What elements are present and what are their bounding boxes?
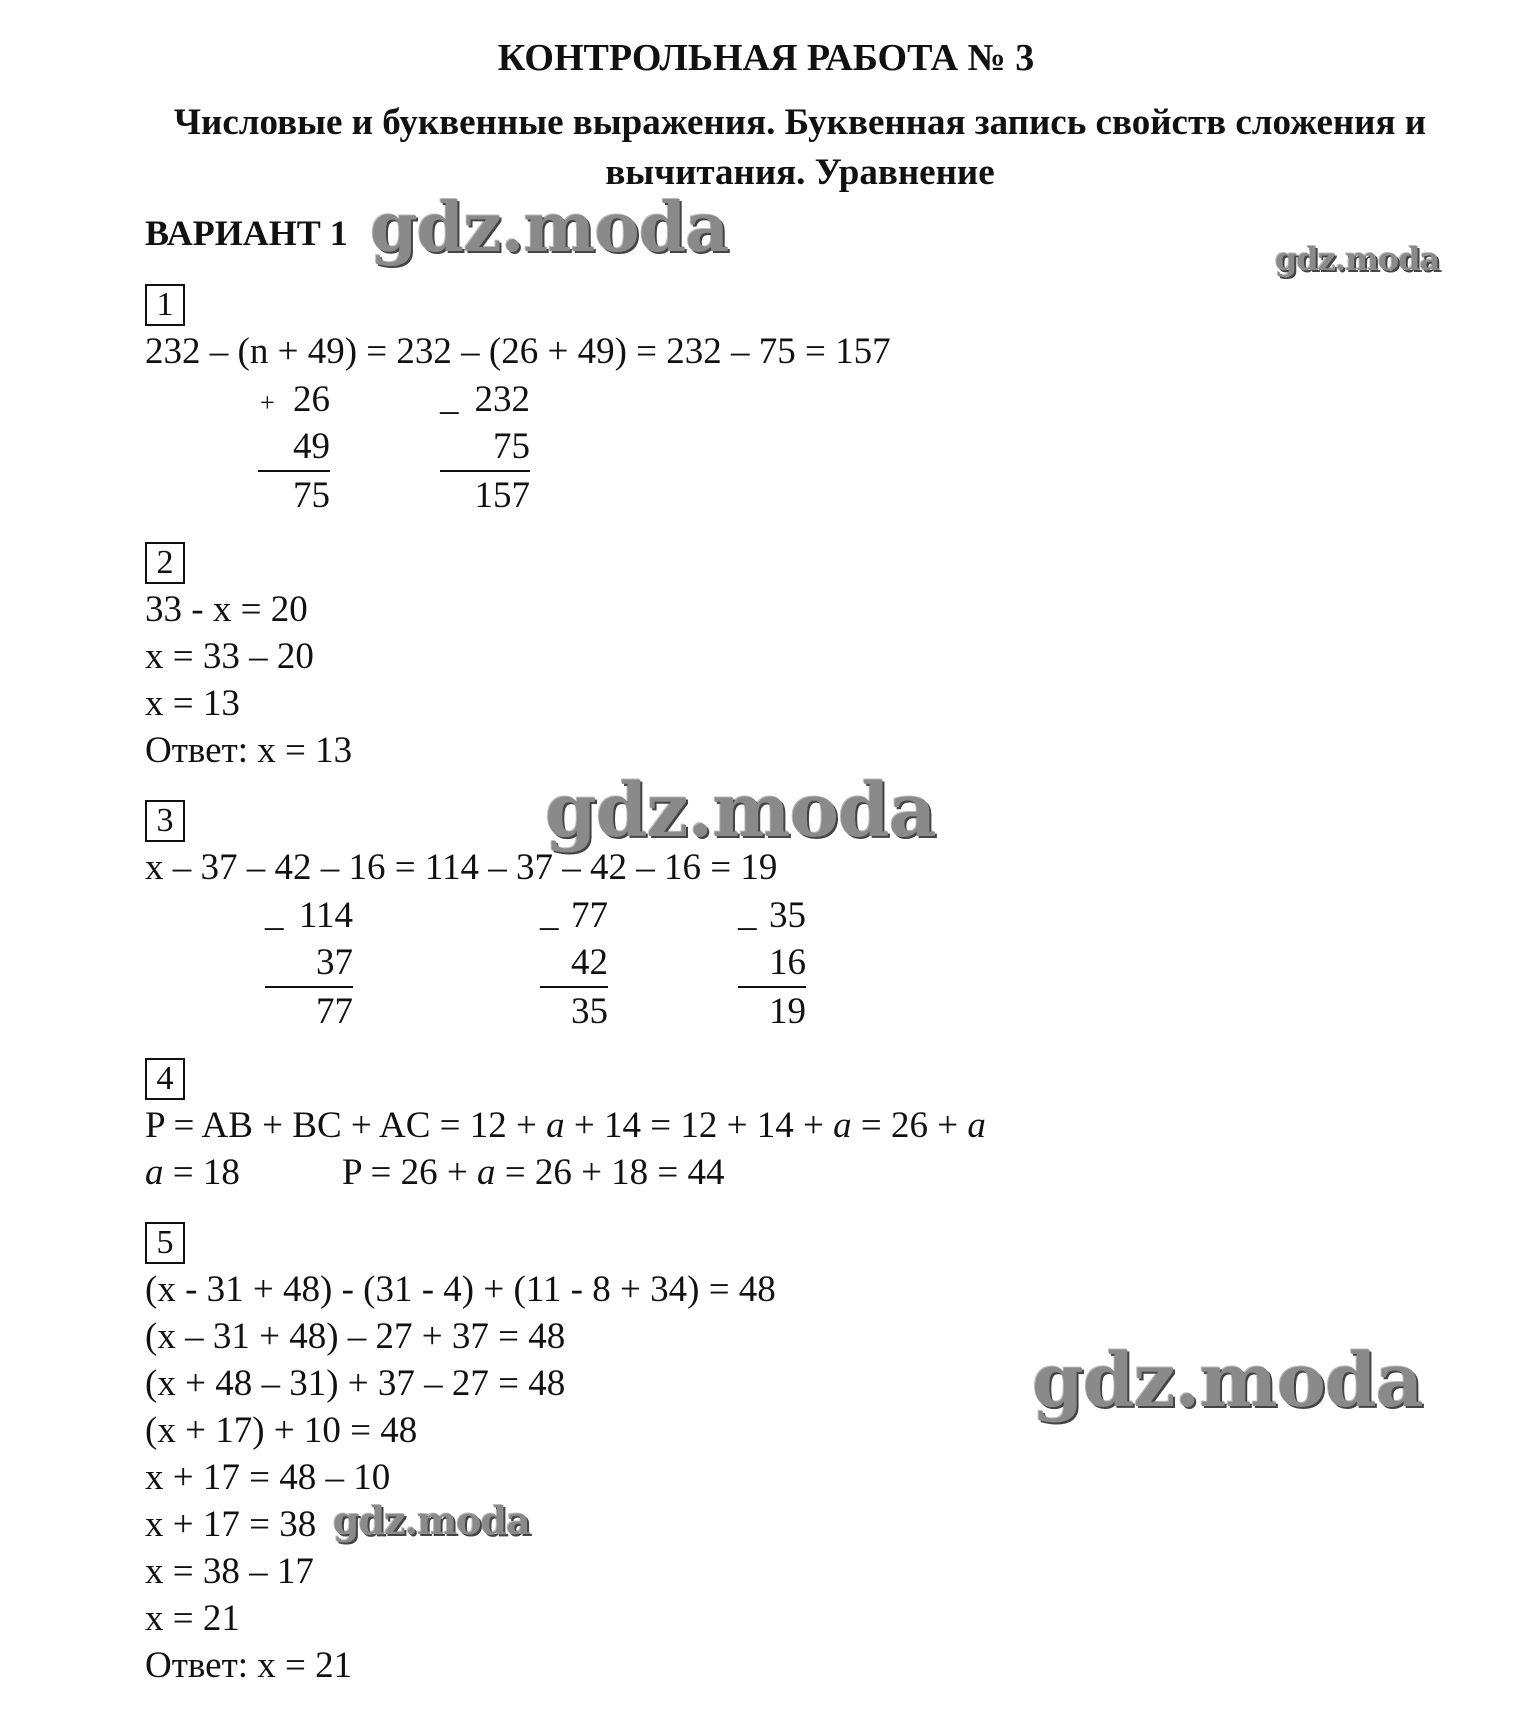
task2-line: x = 33 – 20 [145,636,314,677]
task-number-1: 1 [145,284,185,326]
task5-line: x = 21 [145,1598,240,1639]
operand: 75 [440,423,530,472]
operand: 232 [474,379,530,420]
task3-column-subtraction [265,892,353,1035]
task2-line: x = 13 [145,683,240,724]
task5-line: (x - 31 + 48) - (31 - 4) + (11 - 8 + 34) = 48 [145,1269,776,1310]
result: 35 [571,991,608,1032]
task4-perimeter-expression [145,1104,986,1148]
result: 77 [316,991,353,1032]
task2-line: 33 - x = 20 [145,589,308,630]
task5-line: x = 38 – 17 [145,1551,314,1592]
task5-line: x + 17 = 48 – 10 [145,1457,391,1498]
operand: 35 [769,895,806,936]
task1-column-subtraction [440,376,530,519]
operand: 37 [265,939,353,988]
task1-equation: 232 – (n + 49) = 232 – (26 + 49) = 232 – 75 = 157 [145,331,891,372]
minus-sign: _ [540,893,559,934]
task3-column-subtraction [540,892,608,1035]
operand: 77 [571,895,608,936]
task5-line: (x + 48 – 31) + 37 – 27 = 48 [145,1363,566,1404]
task4-value [145,1151,240,1195]
task1-column-addition [258,376,330,519]
variable-a: a [967,1105,986,1146]
operand: 114 [298,895,353,936]
watermark: gdz.moda [370,188,729,268]
task5-line: x + 17 = 38 [145,1504,317,1545]
operand: 42 [540,939,608,988]
task5-line: (x + 17) + 10 = 48 [145,1410,418,1451]
watermark: gdz.moda [545,768,936,854]
task3-column-subtraction [738,892,806,1035]
operand: 16 [738,939,806,988]
task-number-4: 4 [145,1058,185,1100]
text: P = 26 + [342,1152,477,1193]
operand: 49 [258,423,330,472]
minus-sign: _ [440,377,459,418]
text: + 14 = 12 + 14 + [564,1105,834,1146]
minus-sign: _ [738,893,757,934]
task5-line: (x – 31 + 48) – 27 + 37 = 48 [145,1316,566,1357]
page-subtitle-line1: Числовые и буквенные выражения. Буквенная запись свойств сложения и [173,102,1427,143]
result: 19 [769,991,806,1032]
variable-a: a [546,1105,565,1146]
task-number-5: 5 [145,1222,185,1264]
variable-a: a [476,1152,496,1193]
task4-perimeter-result [342,1151,725,1195]
text: = 18 [163,1152,240,1193]
variable-a: a [833,1105,852,1146]
text: = 26 + [851,1105,968,1146]
task-number-3: 3 [145,800,185,842]
watermark: gdz.moda [333,1498,530,1543]
task-number-2: 2 [145,542,185,584]
text: P = AB + BC + AC = 12 + [145,1105,547,1146]
task3-equation: x – 37 – 42 – 16 = 114 – 37 – 42 – 16 = 19 [145,847,778,888]
plus-sign: + [260,388,275,417]
minus-sign: _ [265,893,284,934]
watermark: gdz.moda [1032,1338,1423,1424]
result: 75 [293,475,330,516]
page-title: КОНТРОЛЬНАЯ РАБОТА № 3 [497,37,1035,79]
result: 157 [474,475,530,516]
operand: 26 [293,379,330,420]
task5-answer: Ответ: x = 21 [145,1645,353,1686]
text: = 26 + 18 = 44 [495,1152,725,1193]
page-subtitle-line2: вычитания. Уравнение [605,152,995,193]
task2-answer: Ответ: x = 13 [145,730,353,771]
variable-a: a [145,1152,164,1193]
variant-label: ВАРИАНТ 1 [145,213,348,253]
watermark: gdz.moda [1275,240,1440,278]
